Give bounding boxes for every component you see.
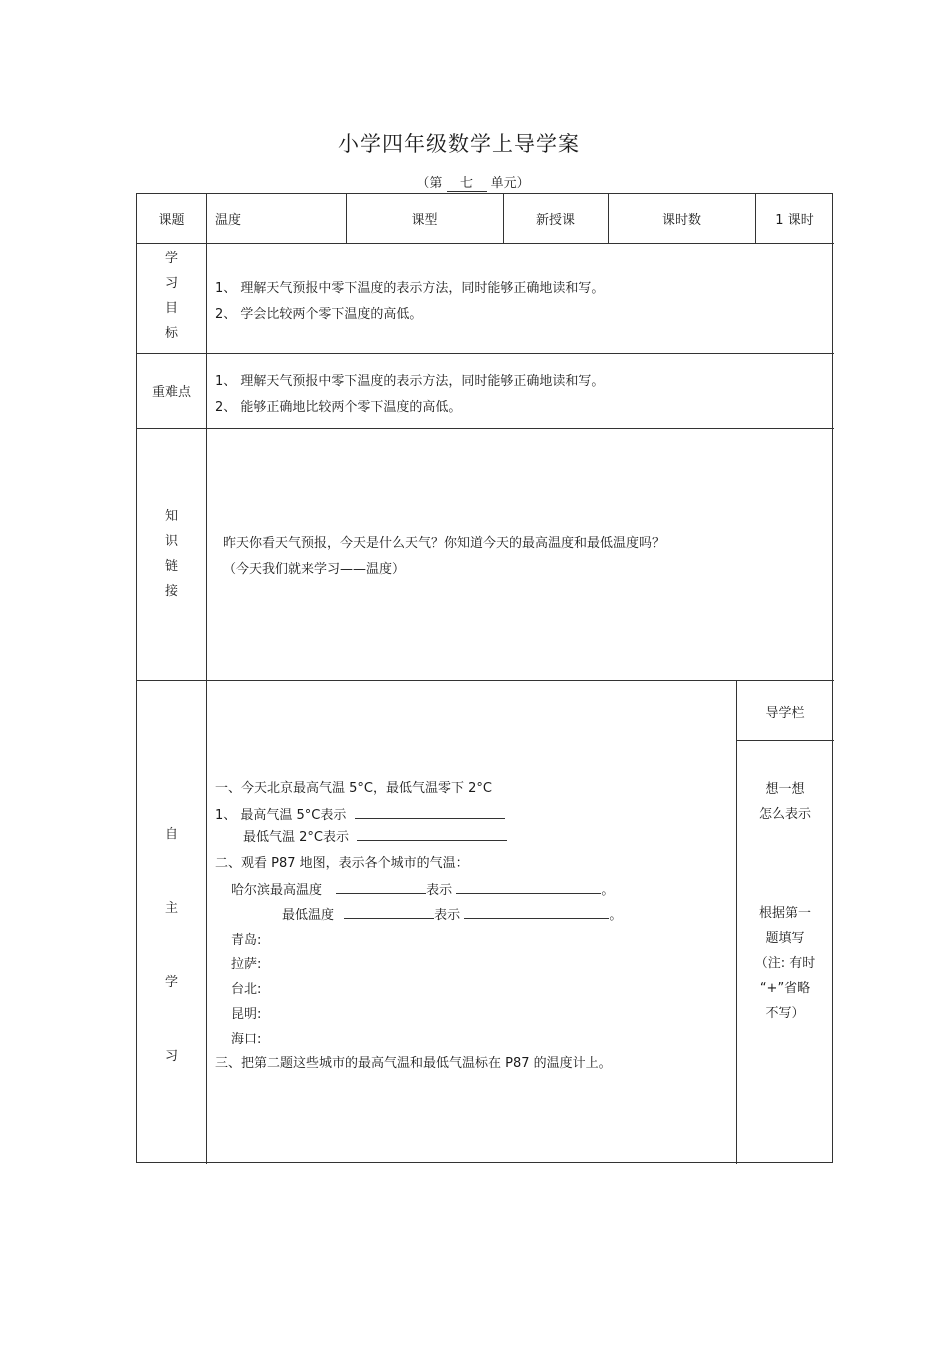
unit-number: 七 xyxy=(447,172,487,192)
harbin-low-line: 最低温度 表示 。 xyxy=(282,908,623,923)
row-divider xyxy=(137,243,834,244)
answer-blank[interactable] xyxy=(357,828,507,841)
answer-blank[interactable] xyxy=(344,906,434,919)
answer-blank[interactable] xyxy=(464,906,609,919)
question-1-b: 最低气温 2°C表示 xyxy=(243,826,507,845)
answer-blank[interactable] xyxy=(355,806,505,819)
answer-blank[interactable] xyxy=(336,881,426,894)
row-divider xyxy=(137,353,834,354)
page-title: 小学四年级数学上导学案 xyxy=(338,132,580,156)
city-item: 海口: xyxy=(231,1032,262,1047)
guide-divider xyxy=(736,740,834,741)
key-point-item: 2、 能够正确地比较两个零下温度的高低。 xyxy=(215,400,462,415)
unit-suffix: 单元） xyxy=(490,176,530,191)
knowledge-question: 昨天你看天气预报，今天是什么天气？你知道今天的最高温度和最低温度吗？ xyxy=(223,536,666,551)
question-1-a: 1、 最高气温 5°C表示 xyxy=(215,804,505,823)
hours-value: 1 课时 xyxy=(775,213,814,228)
guide-hint-2: 根据第一 题填写 （注: 有时 “+”省略 不写） xyxy=(754,906,816,1021)
self-study-label: 自 主 学 习 xyxy=(164,827,178,1064)
goal-item: 2、 学会比较两个零下温度的高低。 xyxy=(215,307,423,322)
topic-value: 温度 xyxy=(215,213,242,228)
goals-label: 学 习 目 标 xyxy=(164,251,178,341)
question-1: 一、今天北京最高气温 5°C，最低气温零下 2°C xyxy=(215,781,492,796)
city-item: 拉萨: xyxy=(231,957,262,972)
lesson-table xyxy=(136,193,833,1163)
question-2: 二、观看 P87 地图，表示各个城市的气温： xyxy=(215,856,469,871)
harbin-high-line: 哈尔滨最高温度 表示 。 xyxy=(231,883,615,898)
unit-prefix: （第 xyxy=(416,176,443,191)
goal-item: 1、 理解天气预报中零下温度的表示方法，同时能够正确地读和写。 xyxy=(215,281,605,296)
key-points-label: 重难点 xyxy=(151,385,191,400)
city-item: 昆明: xyxy=(231,1007,262,1022)
answer-blank[interactable] xyxy=(456,881,601,894)
question-3: 三、把第二题这些城市的最高气温和最低气温标在 P87 的温度计上。 xyxy=(215,1056,612,1071)
knowledge-intro: （今天我们就来学习——温度） xyxy=(223,562,406,577)
type-value: 新授课 xyxy=(535,213,575,228)
guide-hint-1: 想一想 怎么表示 xyxy=(758,782,811,822)
topic-label: 课题 xyxy=(158,213,185,228)
city-item: 青岛: xyxy=(231,933,262,948)
hours-label: 课时数 xyxy=(661,213,701,228)
key-point-item: 1、 理解天气预报中零下温度的表示方法，同时能够正确地读和写。 xyxy=(215,374,605,389)
type-label: 课型 xyxy=(411,213,438,228)
row-divider xyxy=(137,428,834,429)
row-divider xyxy=(137,680,834,681)
city-item: 台北: xyxy=(231,982,262,997)
label-column-divider xyxy=(206,194,207,1164)
unit-line xyxy=(0,172,946,192)
knowledge-label: 知 识 链 接 xyxy=(164,509,178,599)
guide-title: 导学栏 xyxy=(765,706,805,721)
